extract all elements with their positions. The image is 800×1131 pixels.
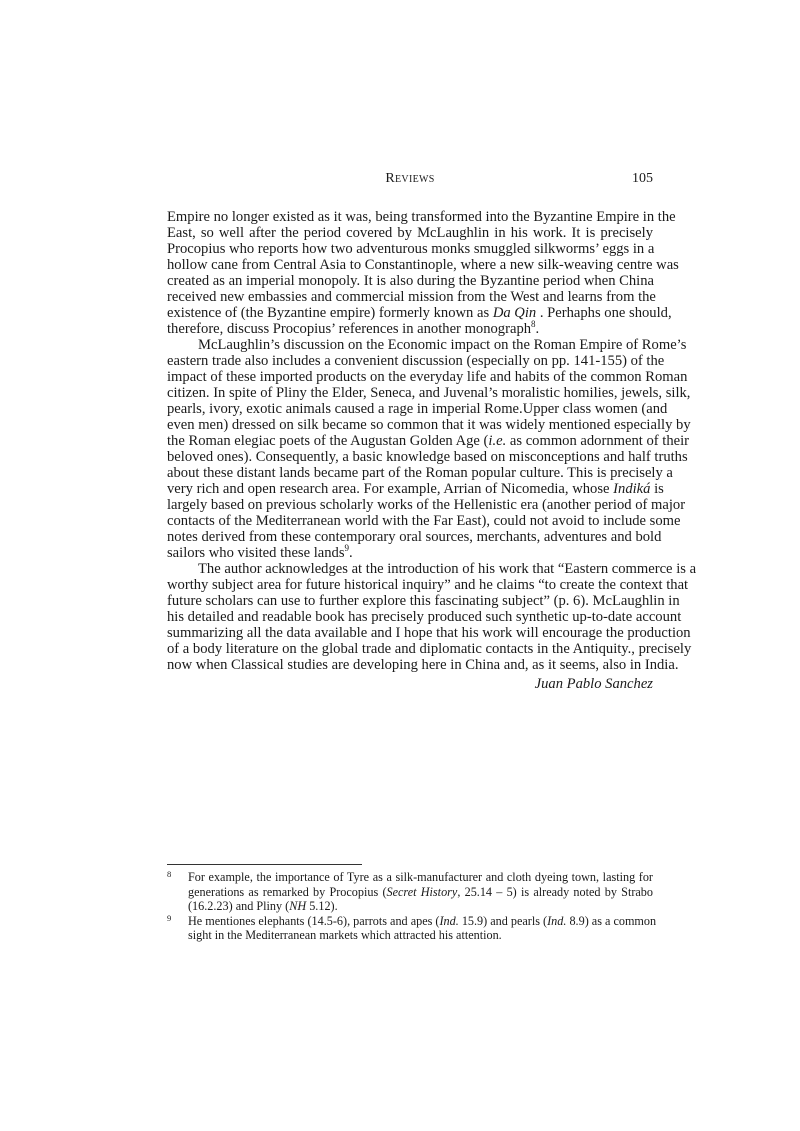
- text-segment: even men) dressed on silk became so common that it was widely mentioned especially by: [167, 417, 691, 433]
- text-segment: future scholars can use to further explore this fascinating subject” (p. 6). McLaughlin in: [167, 593, 680, 609]
- text-line: [167, 497, 686, 513]
- text-line: [167, 657, 679, 673]
- text-line: [167, 561, 697, 577]
- text-segment: therefore, discuss Procopius’ references in another monograph: [167, 321, 532, 337]
- text-segment: is: [650, 481, 664, 497]
- italic-text: i.e.: [488, 433, 507, 449]
- text-segment: the Roman elegiac poets of the Augustan Golden Age (: [167, 433, 489, 449]
- text-line: [167, 545, 653, 561]
- text-segment: worthy subject area for future historical inquiry” and he claims “to create the context that: [167, 577, 689, 593]
- text-line: [167, 353, 665, 369]
- text-segment: existence of (the Byzantine empire) formerly known as: [167, 305, 493, 321]
- text-segment: very rich and open research area. For example, Arrian of Nicomedia, whose: [167, 481, 614, 497]
- review-body: [167, 209, 697, 673]
- page-number: 105: [632, 171, 653, 186]
- text-line: [167, 321, 653, 337]
- italic-text: Ind.: [439, 913, 459, 928]
- text-segment: The author acknowledges at the introduction of his work that “Eastern commerce is a: [198, 561, 697, 577]
- text-segment: as common adornment of their: [506, 433, 690, 449]
- text-line: [167, 513, 681, 529]
- text-segment: about these distant lands became part of the Roman popular culture. This is precisely a: [167, 465, 673, 481]
- text-line: [188, 870, 653, 885]
- text-line: [188, 899, 653, 914]
- text-segment: contacts of the Mediterranean world with the Far East), could not avoid to include some: [167, 513, 681, 529]
- running-header: [167, 171, 653, 189]
- text-segment: largely based on previous scholarly works of the Hellenistic era (another period of major: [167, 497, 686, 513]
- text-line: [167, 593, 680, 609]
- text-segment: 8.9) as a common: [566, 913, 657, 928]
- text-line: [167, 577, 689, 593]
- text-line: [167, 609, 682, 625]
- text-line: [188, 885, 653, 900]
- text-segment: East, so well after the period covered by McLaughlin in his work. It is precisely: [167, 225, 653, 241]
- text-segment: .: [349, 545, 353, 561]
- paragraph: [167, 337, 691, 561]
- text-line: [167, 209, 676, 225]
- text-line: [167, 449, 688, 465]
- text-segment: impact of these imported products on the everyday life and habits of the common Roman: [167, 369, 688, 385]
- text-segment: eastern trade also includes a convenient discussion (especially on pp. 141-155) of the: [167, 353, 665, 369]
- text-line: [167, 289, 656, 305]
- italic-text: Ind.: [547, 913, 567, 928]
- text-line: [167, 257, 679, 273]
- text-line: [167, 417, 691, 433]
- text-segment: sailors who visited these lands: [167, 545, 345, 561]
- text-segment: generations as remarked by Procopius (: [188, 884, 387, 899]
- text-segment: of a body literature on the global trade and diplomatic contacts in the Antiquity., precisely: [167, 641, 692, 657]
- paragraph: [167, 561, 697, 673]
- text-segment: notes derived from these contemporary oral sources, merchants, adventures and bold: [167, 529, 662, 545]
- text-line: [167, 625, 691, 641]
- text-segment: McLaughlin’s discussion on the Economic impact on the Roman Empire of Rome’s: [198, 337, 687, 353]
- footnote-separator: [167, 864, 362, 865]
- text-segment: He mentiones elephants (14.5-6), parrots and apes (: [188, 913, 440, 928]
- italic-text: Indiká: [613, 481, 651, 497]
- text-segment: now when Classical studies are developing here in China and, as it seems, also in India.: [167, 657, 679, 673]
- footnote-number: 9: [167, 912, 172, 923]
- text-segment: beloved ones). Consequently, a basic knowledge based on misconceptions and half truths: [167, 449, 688, 465]
- text-segment: Empire no longer existed as it was, being transformed into the Byzantine Empire in the: [167, 209, 676, 225]
- text-line: [167, 337, 687, 353]
- running-header-title: Reviews: [385, 171, 435, 186]
- text-line: [167, 641, 692, 657]
- text-line: [167, 225, 653, 241]
- footnote: [167, 870, 653, 914]
- footnote-ref: 9: [344, 543, 350, 553]
- text-segment: citizen. In spite of Pliny the Elder, Seneca, and Juvenal’s moralistic homilies, jewels, silk,: [167, 385, 691, 401]
- text-line: [167, 481, 664, 497]
- text-segment: received new embassies and commercial mission from the West and learns from the: [167, 289, 656, 305]
- footnote-number: 8: [167, 869, 172, 879]
- text-segment: , 25.14 – 5) is already noted by Strabo: [457, 884, 653, 899]
- text-segment: 5.12).: [306, 899, 338, 913]
- text-segment: For example, the importance of Tyre as a silk-manufacturer and cloth dyeing town, lasting for: [188, 870, 653, 884]
- text-line: [167, 241, 653, 257]
- text-line: [167, 433, 690, 449]
- text-segment: Procopius who reports how two adventurous monks smuggled silkworms’ eggs in a: [167, 241, 655, 257]
- text-segment: (16.2.23) and Pliny (: [188, 899, 290, 913]
- text-line: [167, 385, 691, 401]
- text-segment: 15.9) and pearls (: [458, 913, 548, 928]
- text-segment: created as an imperial monopoly. It is also during the Byzantine period when China: [167, 273, 655, 289]
- text-line: [167, 465, 673, 481]
- text-segment: summarizing all the data available and I hope that his work will encourage the production: [167, 625, 691, 641]
- text-line: [188, 928, 653, 943]
- text-line: [167, 401, 668, 417]
- text-segment: .: [535, 321, 540, 337]
- text-segment: his detailed and readable book has precisely produced such synthetic up-to-date account: [167, 609, 682, 625]
- footnote-ref: 8: [531, 319, 536, 329]
- text-line: [167, 273, 653, 289]
- text-segment: . Perhaphs one should,: [536, 305, 672, 321]
- italic-text: Da Qin: [492, 305, 537, 321]
- text-line: [167, 529, 662, 545]
- author-signature: Juan Pablo Sanchez: [534, 676, 653, 692]
- italic-text: Secret History: [386, 884, 458, 899]
- text-segment: sight in the Mediterranean markets which attracted his attention.: [188, 928, 502, 942]
- text-line: [188, 913, 657, 929]
- text-line: [167, 305, 672, 321]
- footnotes: [167, 869, 657, 943]
- text-segment: hollow cane from Central Asia to Constantinople, where a new silk-weaving centre was: [167, 257, 679, 273]
- footnote: [167, 912, 657, 943]
- italic-text: NH: [289, 899, 307, 913]
- text-line: [167, 369, 688, 385]
- text-segment: pearls, ivory, exotic animals caused a rage in imperial Rome.Upper class women (and: [167, 401, 668, 417]
- paragraph: [167, 209, 679, 337]
